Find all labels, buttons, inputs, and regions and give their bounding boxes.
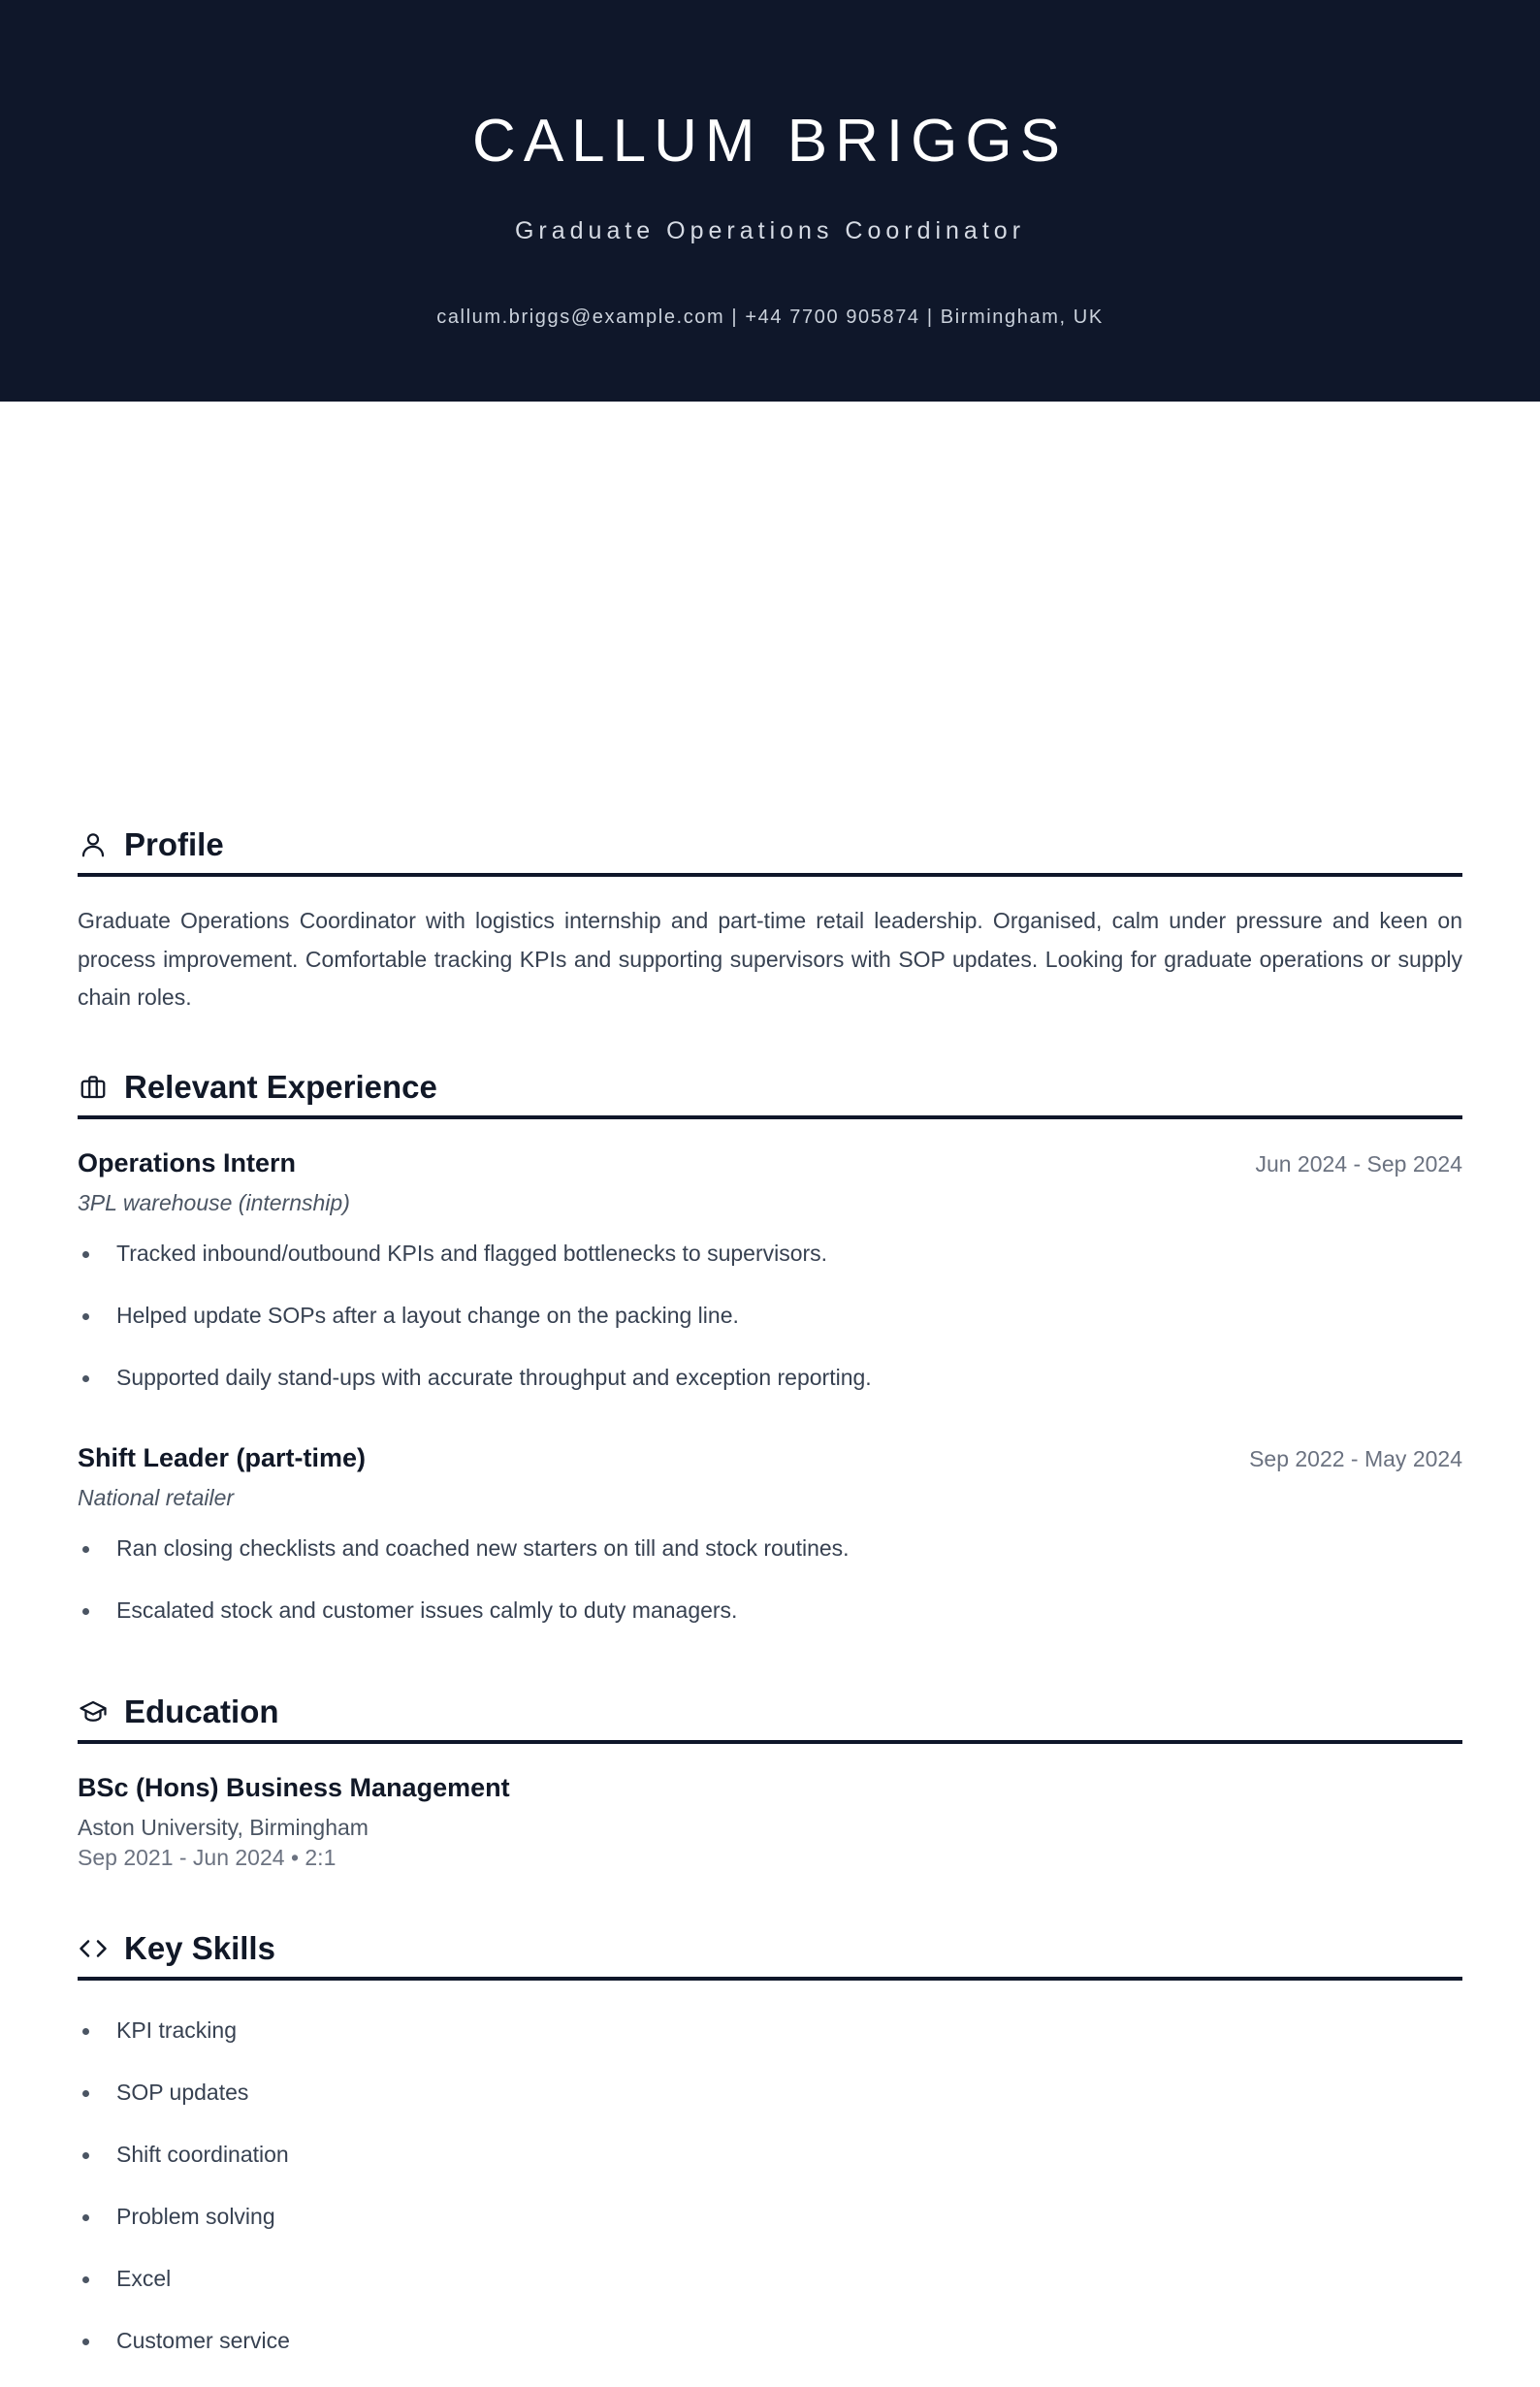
job-entry — [78, 1148, 1462, 1424]
list-item: Problem solving — [78, 2201, 1462, 2263]
candidate-name: CALLUM BRIGGS — [472, 108, 1068, 175]
skills-list — [78, 2015, 1462, 2387]
briefcase-icon — [78, 1072, 109, 1103]
skills-heading — [78, 1920, 1462, 1981]
degree-title: BSc (Hons) Business Management — [78, 1773, 510, 1802]
job-title: Shift Leader (part-time) — [78, 1443, 367, 1472]
skills-title: Key Skills — [124, 1930, 275, 1966]
job-company: National retailer — [78, 1485, 235, 1510]
education-title: Education — [124, 1693, 279, 1729]
job-bullets — [78, 1532, 1462, 1657]
education-heading — [78, 1684, 1462, 1744]
profile-heading — [78, 817, 1462, 877]
contact-line: callum.briggs@example.com | +44 7700 905874 | Birmingham, UK — [436, 306, 1104, 328]
job-dates: Sep 2022 - May 2024 — [1249, 1446, 1462, 1471]
list-item: Tracked inbound/outbound KPIs and flagged bottlenecks to supervisors. — [78, 1238, 1462, 1300]
list-item: Helped update SOPs after a layout change on the packing line. — [78, 1300, 1462, 1362]
education-entry — [78, 1773, 1462, 1871]
list-item: Ran closing checklists and coached new starters on till and stock routines. — [78, 1532, 1462, 1595]
person-icon — [78, 829, 109, 860]
profile-title: Profile — [124, 826, 224, 862]
profile-section — [78, 902, 1462, 1017]
list-item: KPI tracking — [78, 2015, 1462, 2077]
skills-section — [78, 2015, 1462, 2387]
job-bullets — [78, 1238, 1462, 1424]
job-title: Operations Intern — [78, 1148, 297, 1177]
list-item: Excel — [78, 2263, 1462, 2325]
candidate-role: Graduate Operations Coordinator — [514, 217, 1026, 244]
job-entry — [78, 1443, 1462, 1657]
education-meta: Sep 2021 - Jun 2024 • 2:1 — [78, 1845, 337, 1870]
resume-header — [0, 0, 1540, 402]
code-icon — [78, 1933, 109, 1964]
list-item: Escalated stock and customer issues calmly to duty managers. — [78, 1595, 1462, 1657]
list-item: SOP updates — [78, 2077, 1462, 2139]
school-name: Aston University, Birmingham — [78, 1815, 369, 1840]
list-item: Shift coordination — [78, 2139, 1462, 2201]
experience-heading — [78, 1059, 1462, 1119]
job-dates: Jun 2024 - Sep 2024 — [1255, 1151, 1462, 1177]
list-item: Supported daily stand-ups with accurate throughput and exception reporting. — [78, 1362, 1462, 1424]
profile-summary: Graduate Operations Coordinator with logistics internship and part-time retail leadership. Organised, calm under pressure and keen on process improvement. Comfortable tracking KPIs and supporting supervisors with SOP updates. Looking for graduate operations or supply chain roles. — [78, 908, 1462, 1010]
experience-title: Relevant Experience — [124, 1069, 437, 1105]
list-item: Customer service — [78, 2325, 1462, 2387]
graduation-cap-icon — [78, 1696, 109, 1727]
job-company: 3PL warehouse (internship) — [78, 1190, 350, 1215]
